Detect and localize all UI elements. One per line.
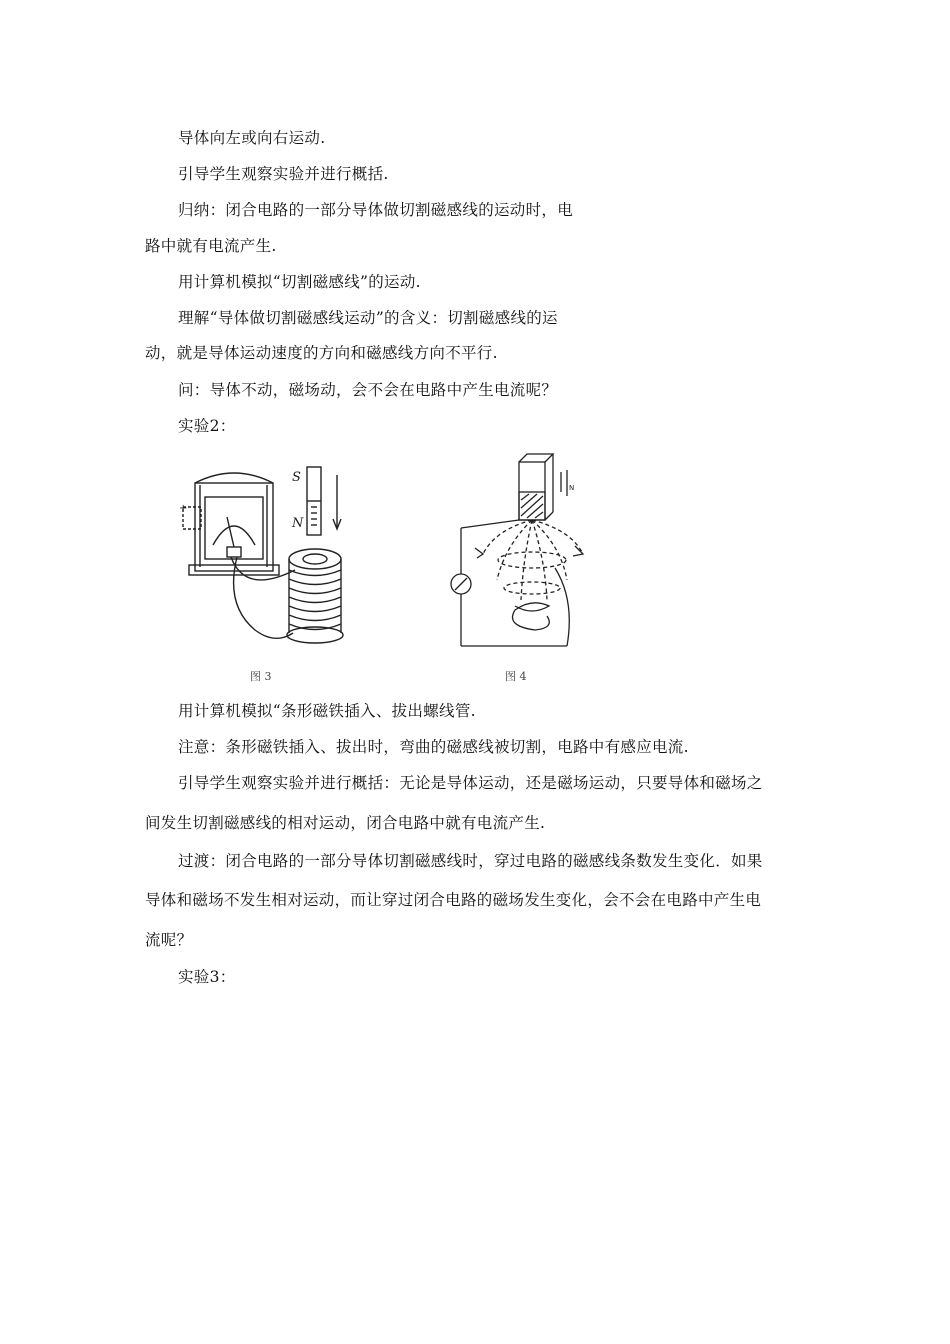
paragraph-line: 归纳：闭合电路的一部分导体做切割磁感线的运动时，电 (178, 201, 574, 219)
figure-4-caption: 图 4 (505, 670, 527, 683)
paragraph-line: 问：导体不动，磁场动，会不会在电路中产生电流呢？ (178, 381, 558, 399)
magnet-n-label: N (292, 516, 304, 531)
paragraph-line: 导体和磁场不发生相对运动，而让穿过闭合电路的磁场发生变化，会不会在电路中产生电 (145, 891, 762, 909)
figure-3-drawing (175, 455, 375, 685)
magnet-s-label: S (292, 470, 301, 485)
plus-label: + (179, 503, 188, 514)
paragraph-line: 动，就是导体运动速度的方向和磁感线方向不平行. (145, 344, 498, 362)
paragraph-line: 间发生切割磁感线的相对运动，闭合电路中就有电流产生. (145, 814, 546, 832)
figure-3-caption: 图 3 (250, 670, 272, 683)
paragraph-line: 过渡：闭合电路的一部分导体切割磁感线时，穿过电路的磁感线条数发生变化．如果 (178, 852, 763, 870)
figure-3-galvanometer-coil (175, 455, 375, 685)
paragraph-line: 用计算机模拟“条形磁铁插入、拔出螺线管. (178, 702, 476, 720)
paragraph-line: 实验2： (178, 417, 236, 435)
paragraph-line: 流呢？ (145, 931, 193, 949)
paragraph-line: 路中就有电流产生. (145, 237, 277, 255)
paragraph-line: 理解“导体做切割磁感线运动”的含义：切割磁感线的运 (178, 309, 558, 327)
paragraph-line: 用计算机模拟“切割磁感线”的运动. (178, 273, 421, 291)
paragraph-line: 引导学生观察实验并进行概括：无论是导体运动，还是磁场运动，只要导体和磁场之 (178, 774, 763, 792)
paragraph-line: 导体向左或向右运动. (178, 129, 326, 147)
figure-4-field-lines (435, 450, 595, 655)
paragraph-line: 注意：条形磁铁插入、拔出时，弯曲的磁感线被切割，电路中有感应电流. (178, 738, 689, 756)
paragraph-line: 引导学生观察实验并进行概括. (178, 165, 389, 183)
paragraph-line: 实验3： (178, 968, 236, 986)
figure-4-mark: N (569, 484, 575, 492)
figure-4-drawing (435, 450, 595, 655)
